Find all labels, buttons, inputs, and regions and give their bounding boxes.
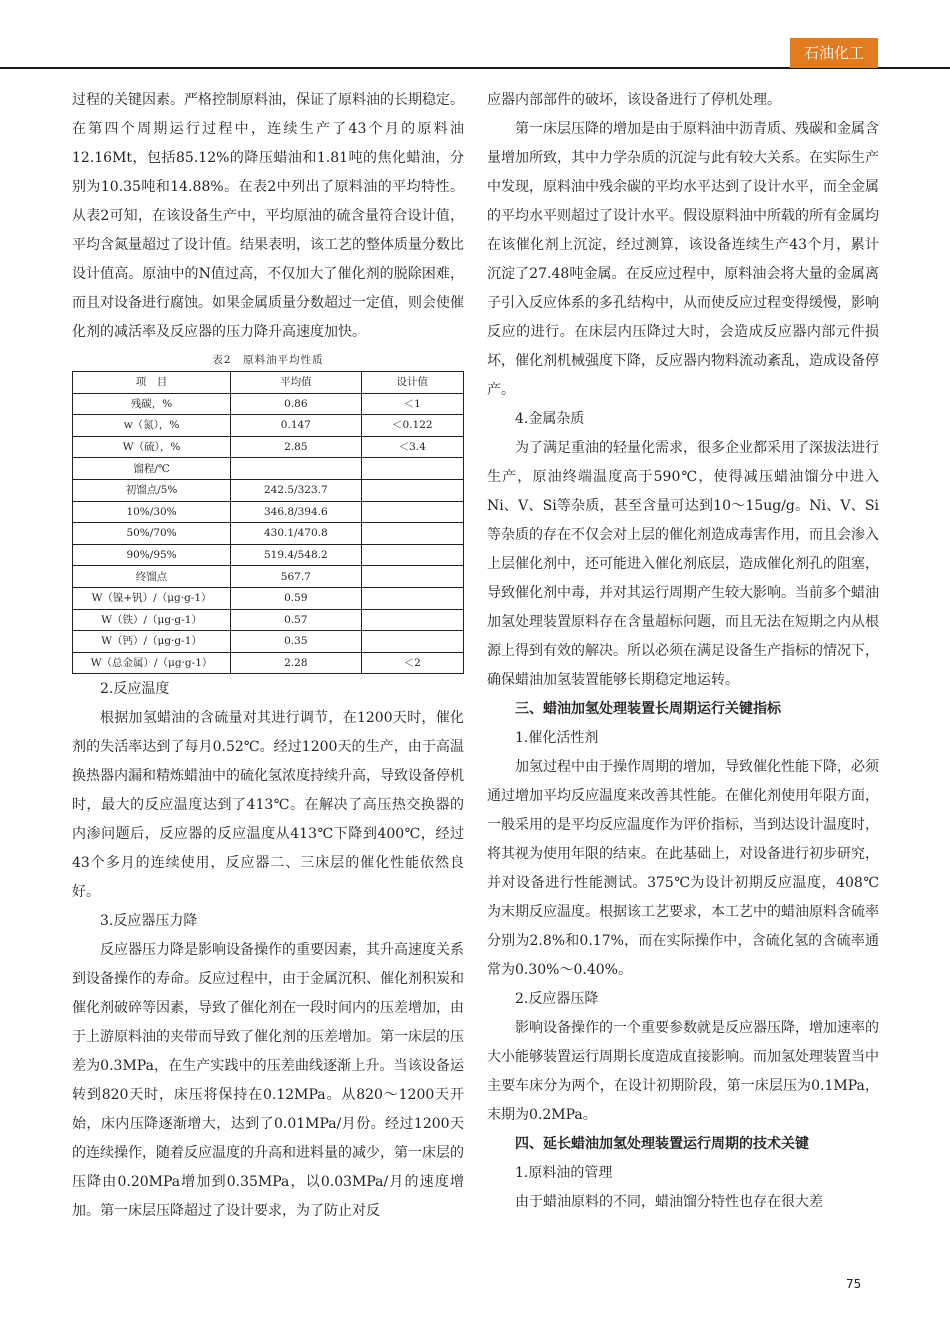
table-title: 表2 原料油平均性质 [212,354,324,366]
table-cell: W（硫），% [73,436,231,458]
table-cell: 346.8/394.6 [231,501,361,523]
table-cell: 0.57 [231,609,361,631]
table-row [73,544,464,566]
subheading-metal-impurities: 4.金属杂质 [515,411,585,427]
subheading-pressure-drop: 3.反应器压力降 [100,913,198,930]
table-cell: 430.1/470.8 [231,523,361,545]
section-heading-3: 三、蜡油加氢处理装置长周期运行关键指标 [515,701,781,717]
table-row [73,436,464,458]
table-cell: 10%/30% [73,501,231,523]
subheading-reaction-temperature: 2.反应温度 [100,681,170,698]
table-header-row [73,372,464,394]
feedstock-properties-table [72,371,464,674]
table-row [73,609,464,631]
table-cell [361,609,463,631]
table-row [73,652,464,674]
subheading-catalyst-activity: 1.催化活性剂 [515,730,599,746]
table-cell [361,631,463,653]
table-cell: ＜3.4 [361,436,463,458]
bed-pressure-paragraph: 第一床层压降的增加是由于原料油中沥青质、残碳和金属含量增加所致，其中力学杂质的沉淀与此有较大关系。在实际生产中发现，原料油中残余碳的平均水平达到了设计水平，而全金属的平均水平则超过了设计水平。假设原料油中所载的所有金属均在该催化剂上沉淀，经过测算，该设备连续生产43个月，累计沉淀了27.48吨金属。在反应过程中，原料油会将大量的金属离子引入反应体系的多孔结构中，从而使反应过程变得缓慢，影响反应的进行。在床层内压降过大时，会造成反应器内部元件损坏，催化剂机械强度下降，反应器内物料流动紊乱，造成设备停产。 [487,121,879,398]
table-cell: ＜2 [361,652,463,674]
table-cell: w（氮），% [73,415,231,437]
page-number: 75 [846,1277,862,1291]
table-cell: 初馏点/5% [73,479,231,501]
table-row [73,393,464,415]
left-column [72,86,464,1226]
table-cell: 50%/70% [73,523,231,545]
reaction-temperature-paragraph: 根据加氢蜡油的含硫量对其进行调节，在1200天时，催化剂的失活率达到了每月0.52℃。经过1200天的生产，由于高温换热器内漏和精炼蜡油中的硫化氢浓度持续升高，导致设备停机时，最大的反应温度达到了413℃。在解决了高压热交换器的内渗问题后，反应器的反应温度从413℃下降到400℃，经过43个多月的连续使用，反应器二、三床层的催化性能依然良好。 [72,710,464,901]
table-cell [361,544,463,566]
table-cell [361,566,463,588]
table-row [73,566,464,588]
table-cell [361,587,463,609]
subheading-reactor-pressure-drop: 2.反应器压降 [515,991,599,1007]
table-cell: 90%/95% [73,544,231,566]
table-row [73,415,464,437]
table-row [73,631,464,653]
table-cell [361,501,463,523]
table-row [73,523,464,545]
metal-impurities-paragraph: 为了满足重油的轻量化需求，很多企业都采用了深拔法进行生产，原油终端温度高于590℃，使得减压蜡油馏分中进入Ni、V、Si等杂质，甚至含量可达到10～15ug/g。Ni、V、Si等杂质的存在不仅会对上层的催化剂造成毒害作用，而且会渗入上层催化剂中，还可能进入催化剂底层，造成催化剂孔的阻塞，导致催化剂中毒，并对其运行周期产生较大影响。当前多个蜡油加氢处理装置原料存在含量超标问题，而且无法在短期之内从根源上得到有效的解决。所以必须在满足设备生产指标的情况下，确保蜡油加氢装置能够长期稳定地运转。 [487,440,879,688]
table-row [73,458,464,480]
table-row [73,587,464,609]
section-heading-4: 四、延长蜡油加氢处理装置运行周期的技术关键 [515,1136,809,1152]
section-tag: 石油化工 [790,38,878,68]
table-cell: 0.147 [231,415,361,437]
table-row [73,479,464,501]
table-header-cell: 项 目 [73,372,231,394]
table-cell: W（铁）/（μg·g-1） [73,609,231,631]
table-cell: W（总金属）/（μg·g-1） [73,652,231,674]
table-row [73,501,464,523]
pressure-drop-paragraph: 反应器压力降是影响设备操作的重要因素，其升高速度关系到设备操作的寿命。反应过程中，由于金属沉积、催化剂积炭和催化剂破碎等因素，导致了催化剂在一段时间内的压差增加，由于上游原料油的夹带而导致了催化剂的压差增加。第一床层的压差为0.3MPa，在生产实践中的压差曲线逐渐上升。当该设备运转到820天时，床压将保持在0.12MPa。从820～1200天开始，床内压降逐渐增大，达到了0.01MPa/月份。经过1200天的连续操作，随着反应温度的升高和进料量的减少，第一床层的压降由0.20MPa增加到0.35MPa，以0.03MPa/月的速度增加。第一床层压降超过了设计要求，为了防止对反 [72,942,464,1220]
table-cell: 残碳，% [73,393,231,415]
table-cell: 567.7 [231,566,361,588]
reactor-pressure-drop-paragraph: 影响设备操作的一个重要参数就是反应器压降，增加速率的大小能够装置运行周期长度造成直接影响。而加氢处理装置当中主要车床分为两个，在设计初期阶段，第一床层压为0.1MPa，末期为0.2MPa。 [487,1020,879,1123]
right-column [487,86,879,1217]
table-cell: 终馏点 [73,566,231,588]
table-cell [231,458,361,480]
table-cell [361,479,463,501]
table-cell: 0.86 [231,393,361,415]
continued-paragraph: 应器内部部件的破坏，该设备进行了停机处理。 [487,92,781,108]
table-header-cell: 设计值 [361,372,463,394]
table-cell: ＜1 [361,393,463,415]
subheading-feedstock-management: 1.原料油的管理 [515,1165,613,1181]
table-cell: ＜0.122 [361,415,463,437]
table-cell: W（镍+钒）/（μg·g-1） [73,587,231,609]
table-cell [361,458,463,480]
intro-paragraph: 过程的关键因素。严格控制原料油，保证了原料油的长期稳定。在第四个周期运行过程中，连续生产了43个月的原料油12.16Mt，包括85.12%的降压蜡油和1.81吨的焦化蜡油，分别为10.35吨和14.88%。在表2中列出了原料油的平均特性。从表2可知，在该设备生产中，平均原油的硫含量符合设计值，平均含氮量超过了设计值。结果表明，该工艺的整体质量分数比设计值高。原油中的N值过高，不仅加大了催化剂的脱除困难，而且对设备进行腐蚀。如果金属质量分数超过一定值，则会使催化剂的减活率及反应器的压力降升高速度加快。 [72,92,464,340]
table-cell: 519.4/548.2 [231,544,361,566]
feedstock-management-paragraph: 由于蜡油原料的不同，蜡油馏分特性也存在很大差 [515,1194,823,1210]
catalyst-activity-paragraph: 加氢过程中由于操作周期的增加，导致催化性能下降，必须通过增加平均反应温度来改善其性能。在催化剂使用年限方面，一般采用的是平均反应温度作为评价指标，当到达设计温度时，将其视为使用年限的结束。在此基础上，对设备进行初步研究，并对设备进行性能测试。375℃为设计初期反应温度，408℃为末期反应温度。根据该工艺要求，本工艺中的蜡油原料含硫率分别为2.8%和0.17%，而在实际操作中，含硫化氢的含硫率通常为0.30%～0.40%。 [487,759,879,978]
table-cell: W（钙）/（μg·g-1） [73,631,231,653]
table-cell: 0.35 [231,631,361,653]
table-cell: 馏程/℃ [73,458,231,480]
table-header-cell: 平均值 [231,372,361,394]
table-cell: 2.28 [231,652,361,674]
table-cell: 242.5/323.7 [231,479,361,501]
table-cell: 0.59 [231,587,361,609]
table-cell [361,523,463,545]
table-cell: 2.85 [231,436,361,458]
